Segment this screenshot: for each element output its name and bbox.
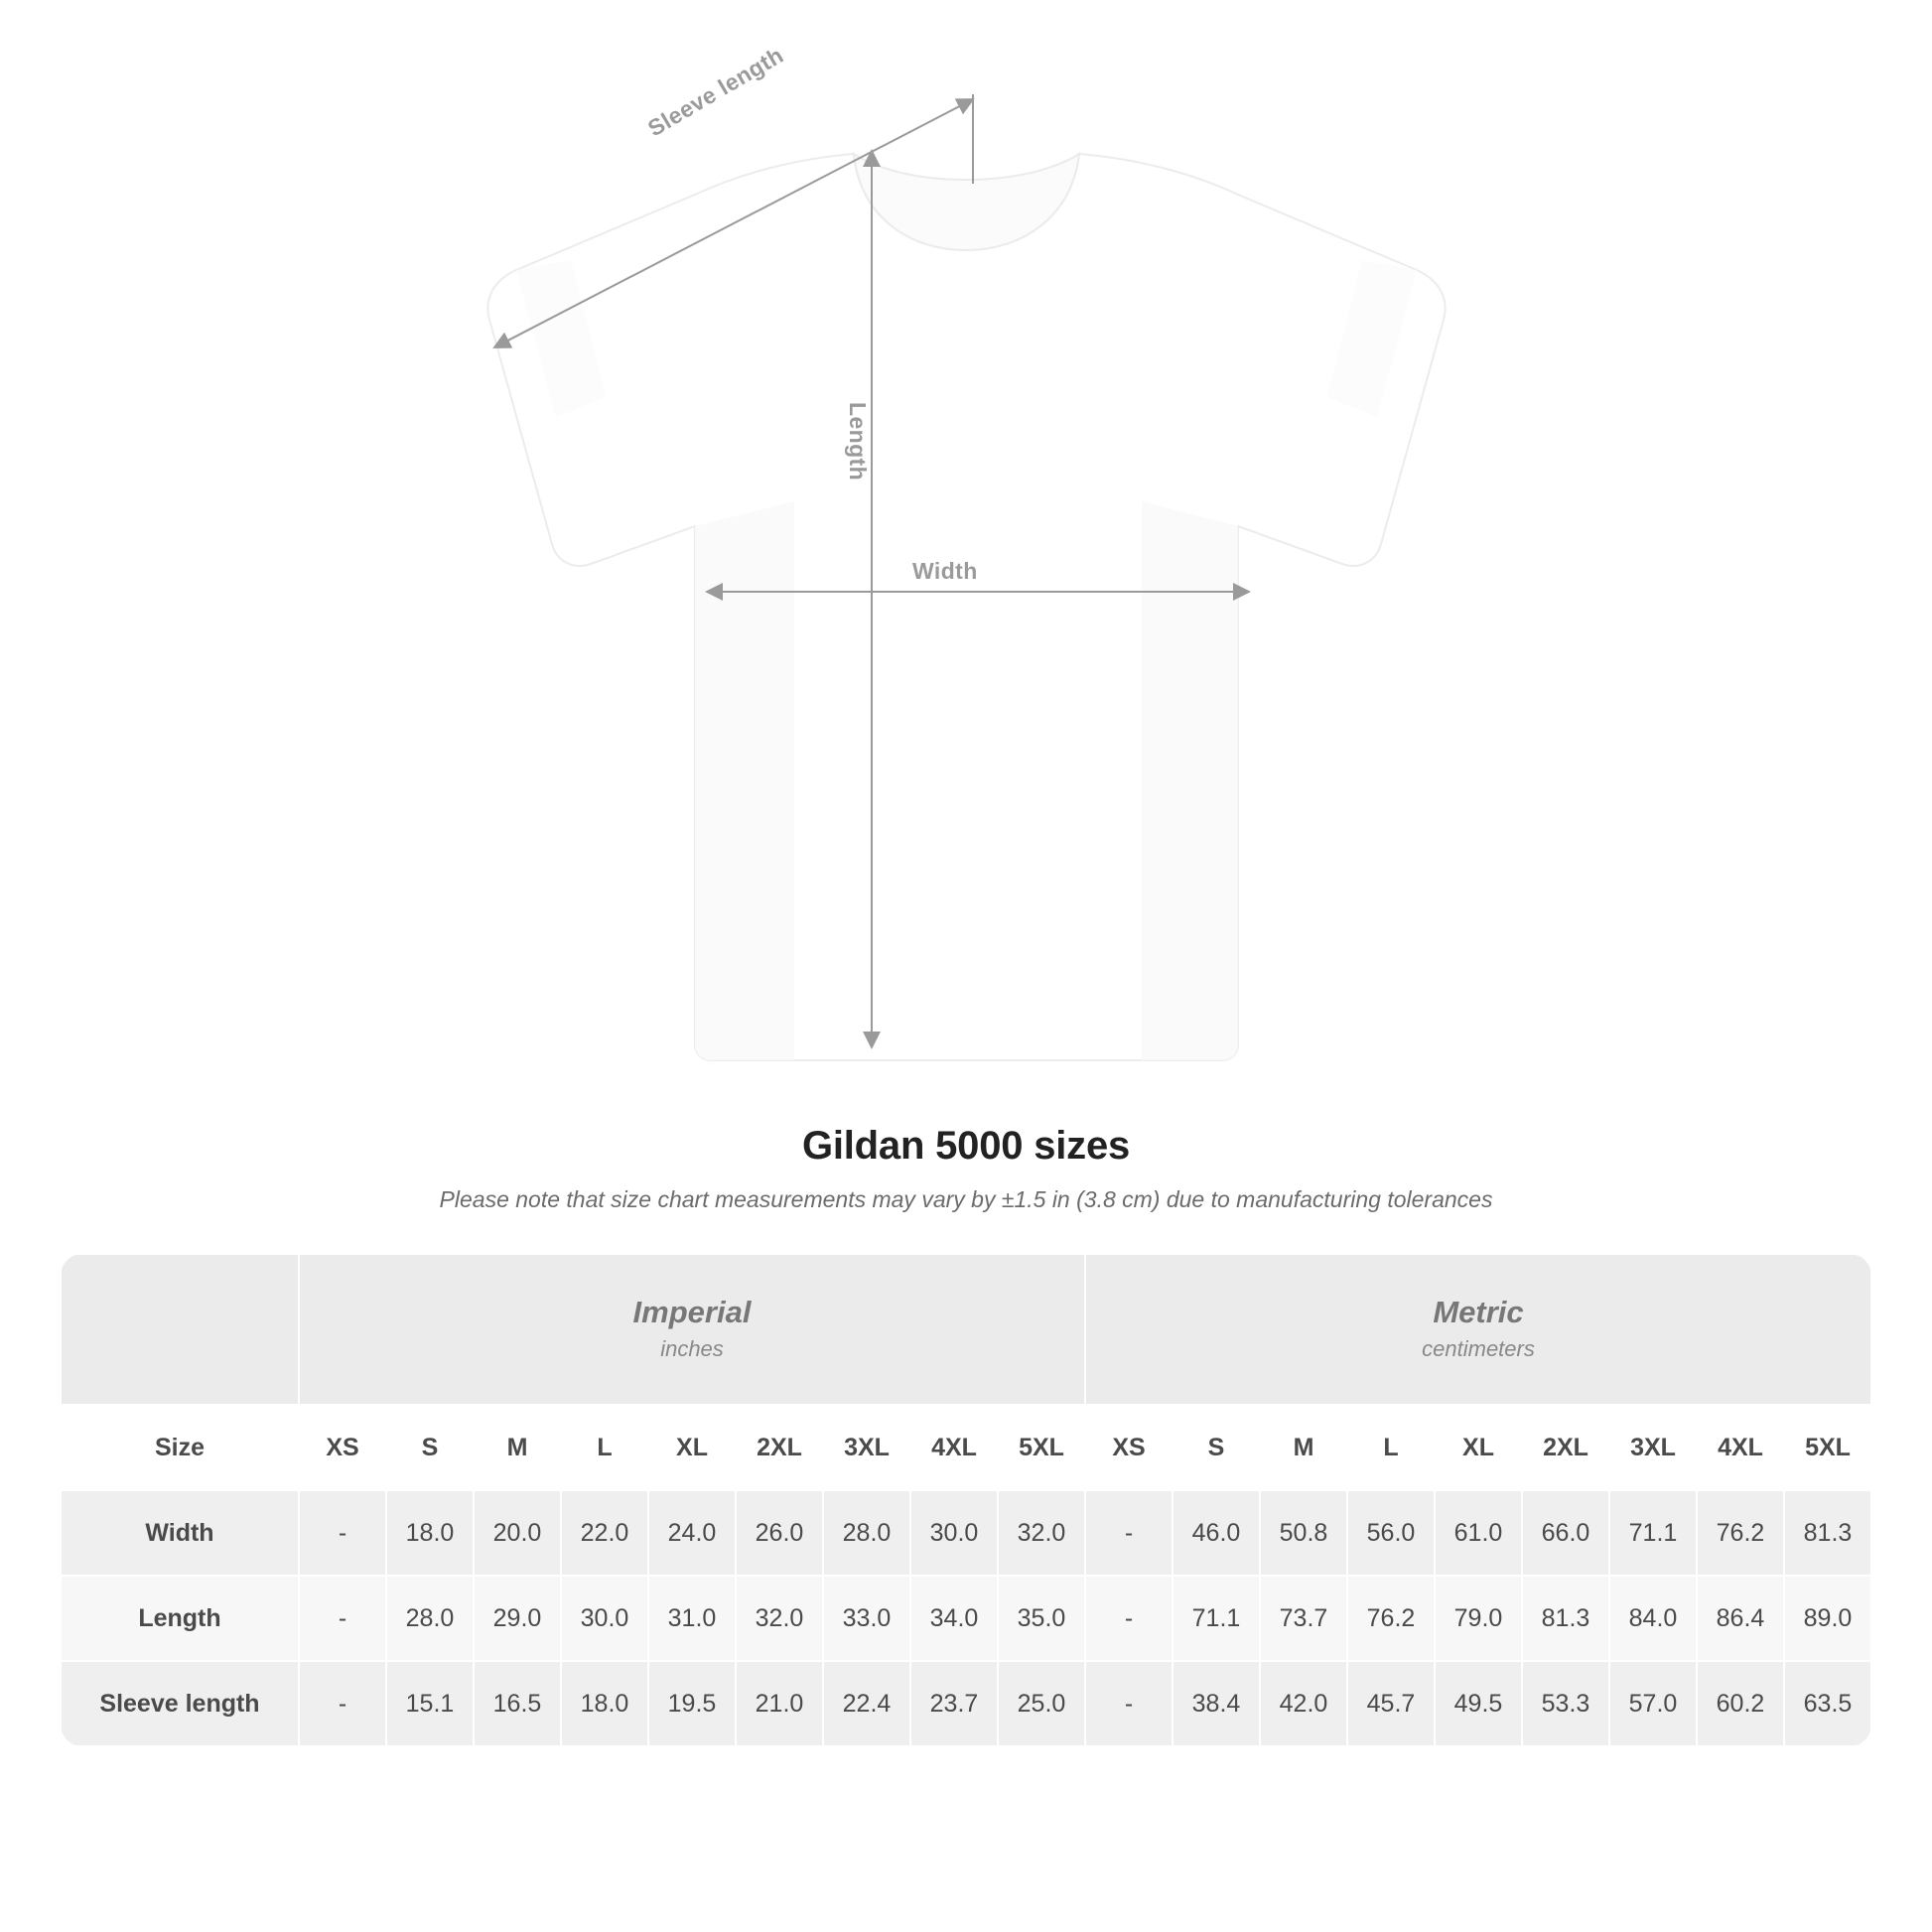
measurement-cell: 32.0 <box>998 1490 1085 1576</box>
size-table-wrapper <box>60 1253 1872 1747</box>
tolerance-note: Please note that size chart measurements may vary by ±1.5 in (3.8 cm) due to manufacturing tolerances <box>439 1186 1493 1212</box>
measurement-cell: 22.0 <box>561 1490 648 1576</box>
measurement-cell: 53.3 <box>1522 1661 1609 1746</box>
measurement-cell: 81.3 <box>1784 1490 1871 1576</box>
row-label: Sleeve length <box>61 1661 299 1746</box>
measurement-cell: 21.0 <box>736 1661 823 1746</box>
length-label: Length <box>845 402 871 482</box>
size-column-header: M <box>1260 1405 1347 1490</box>
tshirt-shape <box>487 154 1445 1060</box>
size-column-header: L <box>561 1405 648 1490</box>
measurement-cell: 33.0 <box>823 1576 910 1661</box>
measurement-cell: 38.4 <box>1173 1661 1260 1746</box>
measurement-cell: 49.5 <box>1435 1661 1522 1746</box>
table-corner-cell <box>61 1254 299 1405</box>
measurement-cell: 42.0 <box>1260 1661 1347 1746</box>
measurement-cell: 66.0 <box>1522 1490 1609 1576</box>
unit-group-imperial <box>299 1254 1085 1405</box>
page-title: Gildan 5000 sizes <box>801 1124 1131 1168</box>
measurement-cell: 86.4 <box>1697 1576 1784 1661</box>
size-column-header: XL <box>1435 1405 1522 1490</box>
measurement-cell: 31.0 <box>648 1576 736 1661</box>
measurement-cell: - <box>299 1576 386 1661</box>
measurement-cell: 34.0 <box>910 1576 998 1661</box>
measurement-cell: 57.0 <box>1609 1661 1697 1746</box>
size-column-header: 3XL <box>823 1405 910 1490</box>
table-row <box>61 1661 1871 1746</box>
measurement-cell: 30.0 <box>561 1576 648 1661</box>
measurement-cell: 76.2 <box>1697 1490 1784 1576</box>
measurement-cell: 26.0 <box>736 1490 823 1576</box>
measurement-cell: 28.0 <box>386 1576 474 1661</box>
measurement-cell: 81.3 <box>1522 1576 1609 1661</box>
unit-group-sub: inches <box>660 1335 724 1361</box>
unit-group-metric <box>1085 1254 1871 1405</box>
measurement-cell: 89.0 <box>1784 1576 1871 1661</box>
measurement-cell: 76.2 <box>1347 1576 1435 1661</box>
measurement-cell: 15.1 <box>386 1661 474 1746</box>
size-column-header: M <box>474 1405 561 1490</box>
size-column-header: XS <box>299 1405 386 1490</box>
size-column-header: XS <box>1085 1405 1173 1490</box>
size-column-header: 2XL <box>1522 1405 1609 1490</box>
measurement-cell: 30.0 <box>910 1490 998 1576</box>
measurement-cell: 24.0 <box>648 1490 736 1576</box>
measurement-cell: 25.0 <box>998 1661 1085 1746</box>
measurement-cell: 29.0 <box>474 1576 561 1661</box>
size-column-header: S <box>386 1405 474 1490</box>
size-column-header: 2XL <box>736 1405 823 1490</box>
measurement-cell: 32.0 <box>736 1576 823 1661</box>
size-table <box>60 1253 1872 1747</box>
size-column-header: 3XL <box>1609 1405 1697 1490</box>
measurement-cell: 60.2 <box>1697 1661 1784 1746</box>
measurement-cell: 18.0 <box>386 1490 474 1576</box>
measurement-cell: 71.1 <box>1173 1576 1260 1661</box>
measurement-cell: 18.0 <box>561 1661 648 1746</box>
unit-group-name: Imperial <box>632 1295 752 1330</box>
unit-group-sub: centimeters <box>1422 1335 1535 1361</box>
unit-header-row <box>61 1254 1871 1405</box>
measurement-cell: 23.7 <box>910 1661 998 1746</box>
measurement-cell: 45.7 <box>1347 1661 1435 1746</box>
row-label: Width <box>61 1490 299 1576</box>
table-row <box>61 1490 1871 1576</box>
measurement-cell: - <box>299 1490 386 1576</box>
size-header-cell: Size <box>61 1405 299 1490</box>
size-column-header: 4XL <box>1697 1405 1784 1490</box>
size-column-header: 5XL <box>998 1405 1085 1490</box>
measurement-cell: 50.8 <box>1260 1490 1347 1576</box>
sleeve-length-label: Sleeve length <box>643 42 788 142</box>
measurement-cell: 63.5 <box>1784 1661 1871 1746</box>
table-row <box>61 1576 1871 1661</box>
size-column-header: S <box>1173 1405 1260 1490</box>
measurement-cell: - <box>1085 1661 1173 1746</box>
measurement-cell: 73.7 <box>1260 1576 1347 1661</box>
row-label: Length <box>61 1576 299 1661</box>
measurement-cell: 46.0 <box>1173 1490 1260 1576</box>
measurement-cell: 22.4 <box>823 1661 910 1746</box>
size-column-header: 5XL <box>1784 1405 1871 1490</box>
unit-group-name: Metric <box>1433 1295 1524 1330</box>
measurement-cell: 28.0 <box>823 1490 910 1576</box>
size-column-header: L <box>1347 1405 1435 1490</box>
measurement-cell: 79.0 <box>1435 1576 1522 1661</box>
measurement-cell: 16.5 <box>474 1661 561 1746</box>
size-column-header: 4XL <box>910 1405 998 1490</box>
measurement-cell: 35.0 <box>998 1576 1085 1661</box>
measurement-cell: - <box>1085 1576 1173 1661</box>
measurement-cell: 61.0 <box>1435 1490 1522 1576</box>
measurement-cell: 20.0 <box>474 1490 561 1576</box>
measurement-cell: 71.1 <box>1609 1490 1697 1576</box>
measurement-cell: - <box>299 1661 386 1746</box>
chart-heading <box>0 1124 1932 1213</box>
width-label: Width <box>912 558 978 584</box>
measurement-cell: - <box>1085 1490 1173 1576</box>
size-header-row <box>61 1405 1871 1490</box>
measurement-cell: 56.0 <box>1347 1490 1435 1576</box>
measurement-cell: 84.0 <box>1609 1576 1697 1661</box>
size-column-header: XL <box>648 1405 736 1490</box>
measurement-cell: 19.5 <box>648 1661 736 1746</box>
